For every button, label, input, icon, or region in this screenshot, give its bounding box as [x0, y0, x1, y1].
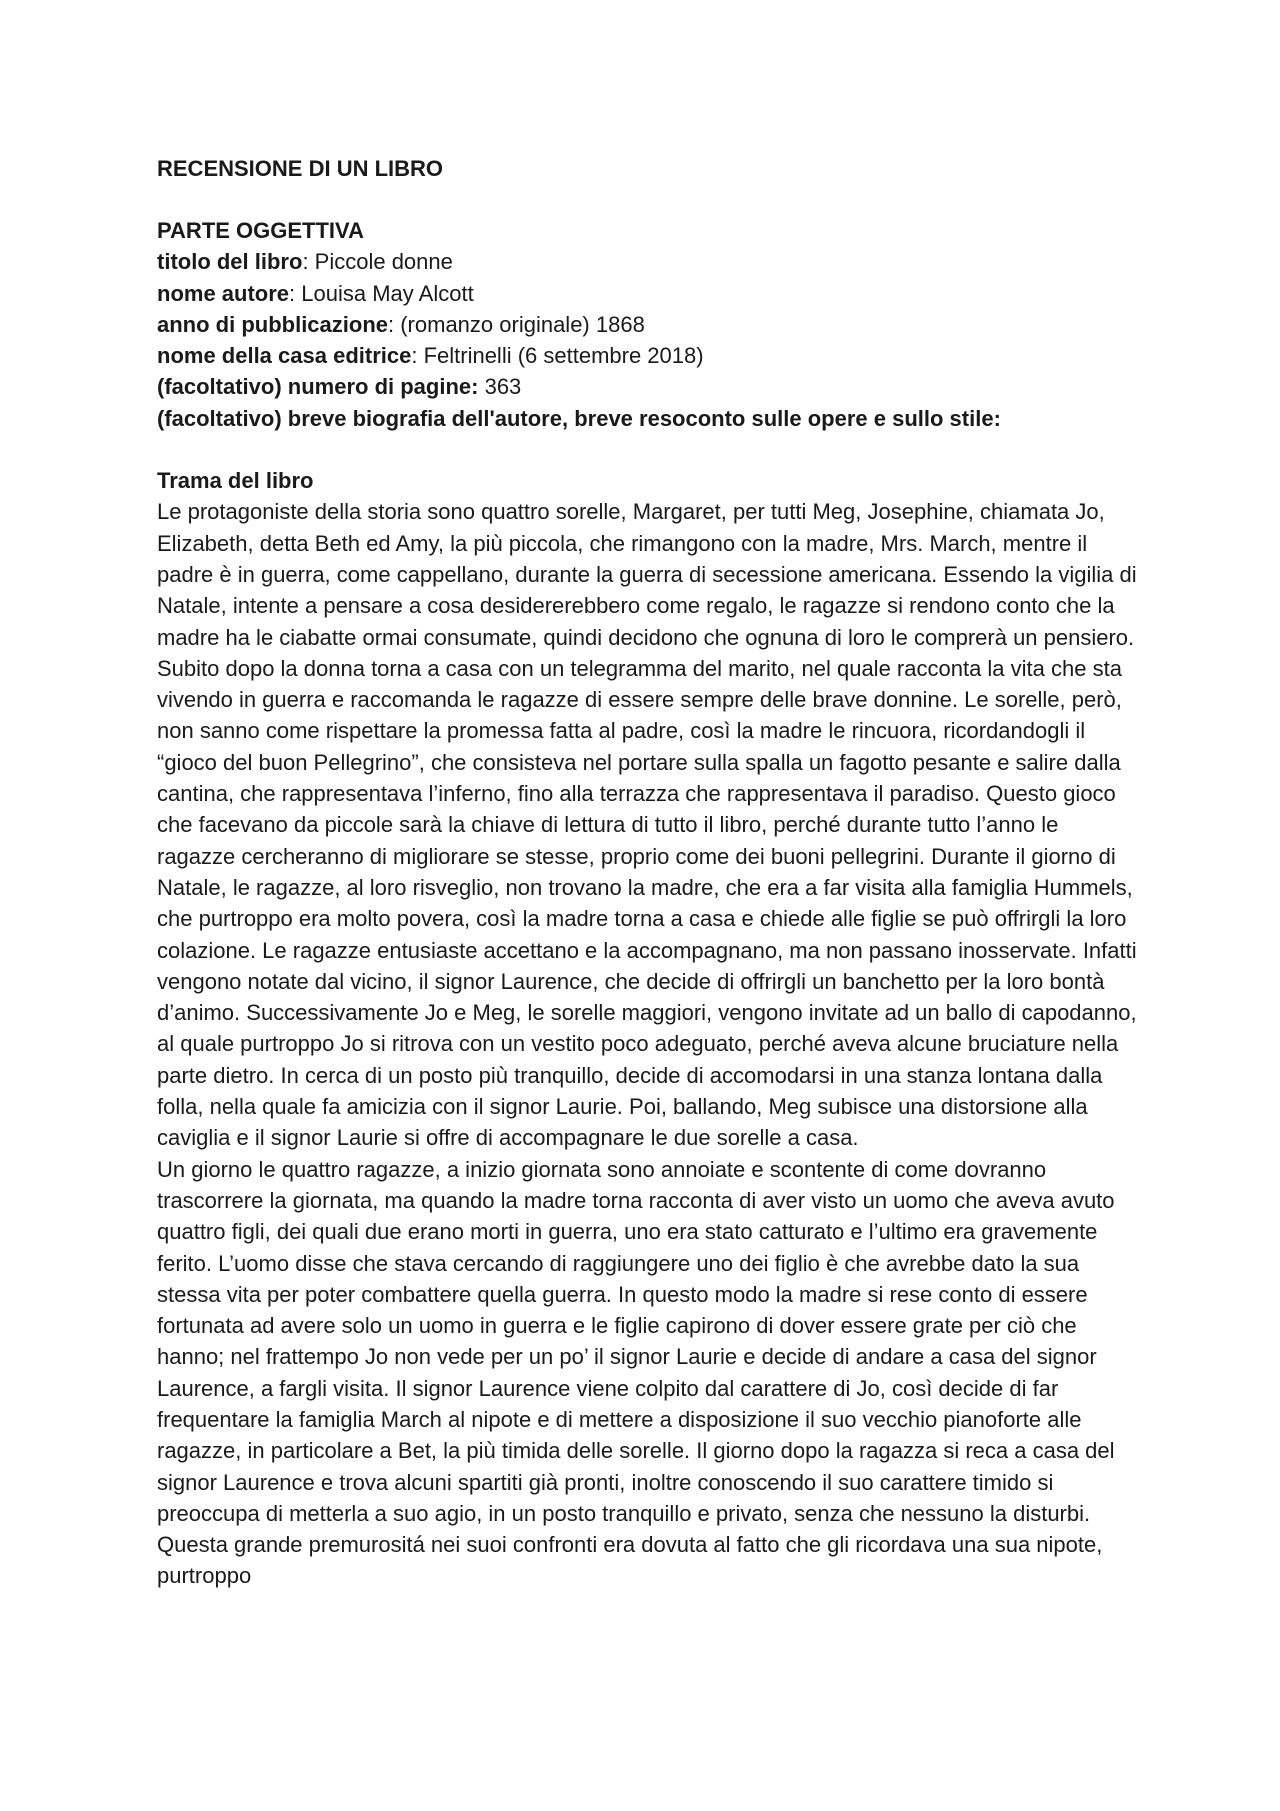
field-value: : Piccole donne — [302, 249, 453, 275]
field-value: : Louisa May Alcott — [289, 280, 474, 306]
field-value: : (romanzo originale) 1868 — [388, 311, 645, 337]
field-value: : Feltrinelli (6 settembre 2018) — [411, 343, 704, 369]
blank-line — [157, 184, 1137, 215]
plot-section-heading: Trama del libro — [157, 468, 314, 494]
field-book-title — [157, 246, 1137, 277]
document-content — [157, 153, 1137, 1592]
plot-paragraph: Le protagoniste della storia sono quattro sorelle, Margaret, per tutti Meg, Josephine, chiamata Jo, Elizabeth, detta Beth ed Amy, la più piccola, che rimangono con la madre, Mrs. March, mentre il padre è in guerra, come cappellano, durante la guerra di secessione americana. Essendo la vigilia di Natale, intente a pensare a cosa desidererebbero come regalo, le ragazze si rendono conto che la madre ha le ciabatte ormai consumate, quindi decidono che ognuna di loro le comprerà un pensiero. Subito dopo la donna torna a casa con un telegramma del marito, nel quale racconta la vita che sta vivendo in guerra e raccomanda le ragazze di essere sempre delle brave donnine. Le sorelle, però, non sanno come rispettare la promessa fatta al padre, così la madre le rincuora, ricordandogli il “gioco del buon Pellegrino”, che consisteva nel portare sulla spalla un fagotto pesante e salire dalla cantina, che rappresentava l’inferno, fino alla terrazza che rappresentava il paradiso. Questo gioco che facevano da piccole sarà la chiave di lettura di tutto il libro, perché durante tutto l’anno le ragazze cercheranno di migliorare se stesse, proprio come dei buoni pellegrini. Durante il giorno di Natale, le ragazze, al loro risveglio, non trovano la madre, che era a far visita alla famiglia Hummels, che purtroppo era molto povera, così la madre torna a casa e chiede alle figlie se può offrirgli la loro colazione. Le ragazze entusiaste accettano e la accompagnano, ma non passano inosservate. Infatti vengono notate dal vicino, il signor Laurence, che decide di offrirgli un banchetto per la loro bontà d’animo. Successivamente Jo e Meg, le sorelle maggiori, vengono invitate ad un ballo di capodanno, al quale purtroppo Jo si ritrova con un vestito poco adeguato, perché aveva alcune bruciature nella parte dietro. In cerca di un posto più tranquillo, decide di accomodarsi in una stanza lontana dalla folla, nella quale fa amicizia con il signor Laurie. Poi, ballando, Meg subisce una distorsione alla caviglia e il signor Laurie si offre di accompagnare le due sorelle a casa. — [157, 499, 1137, 1151]
field-label: (facoltativo) breve biografia dell'autore, breve resoconto sulle opere e sullo stile: — [157, 405, 1001, 431]
field-publisher — [157, 340, 1137, 371]
field-label: anno di pubblicazione — [157, 311, 388, 337]
plot-paragraph: Un giorno le quattro ragazze, a inizio giornata sono annoiate e scontente di come dovranno trascorrere la giornata, ma quando la madre torna racconta di aver visto un uomo che aveva avuto quattro figli, dei quali due erano morti in guerra, uno era stato catturato e l’ultimo era gravemente ferito. L’uomo disse che stava cercando di raggiungere uno dei figlio è che avrebbe dato la sua stessa vita per poter combattere quella guerra. In questo modo la madre si rese conto di essere fortunata ad avere solo un uomo in guerra e le figlie capirono di dover essere grate per ciò che hanno; nel frattempo Jo non vede per un po’ il signor Laurie e decide di andare a casa del signor Laurence, a fargli visita. Il signor Laurence viene colpito dal carattere di Jo, così decide di far frequentare la famiglia March al nipote e di mettere a disposizione il suo vecchio pianoforte alle ragazze, in particolare a Bet, la più timida delle sorelle. Il giorno dopo la ragazza si reca a casa del signor Laurence e trova alcuni spartiti già pronti, inoltre conoscendo il suo carattere timido si preoccupa di metterla a suo agio, in un posto tranquillo e privato, senza che nessuno la disturbi. Questa grande premurositá nei suoi confronti era dovuta al fatto che gli ricordava una sua nipote, purtroppo — [157, 1156, 1115, 1589]
field-label: nome autore — [157, 280, 290, 306]
field-label: nome della casa editrice — [157, 343, 412, 369]
field-label: (facoltativo) numero di pagine: — [157, 374, 479, 400]
field-publication-year — [157, 309, 1137, 340]
field-label: titolo del libro — [157, 249, 303, 275]
field-value: 363 — [478, 374, 522, 400]
document-title: RECENSIONE DI UN LIBRO — [157, 156, 444, 181]
objective-section-heading: PARTE OGGETTIVA — [157, 218, 364, 243]
blank-line — [157, 434, 1137, 465]
field-page-count — [157, 371, 1137, 402]
field-author-name — [157, 278, 1137, 309]
field-author-biography — [157, 403, 1137, 434]
